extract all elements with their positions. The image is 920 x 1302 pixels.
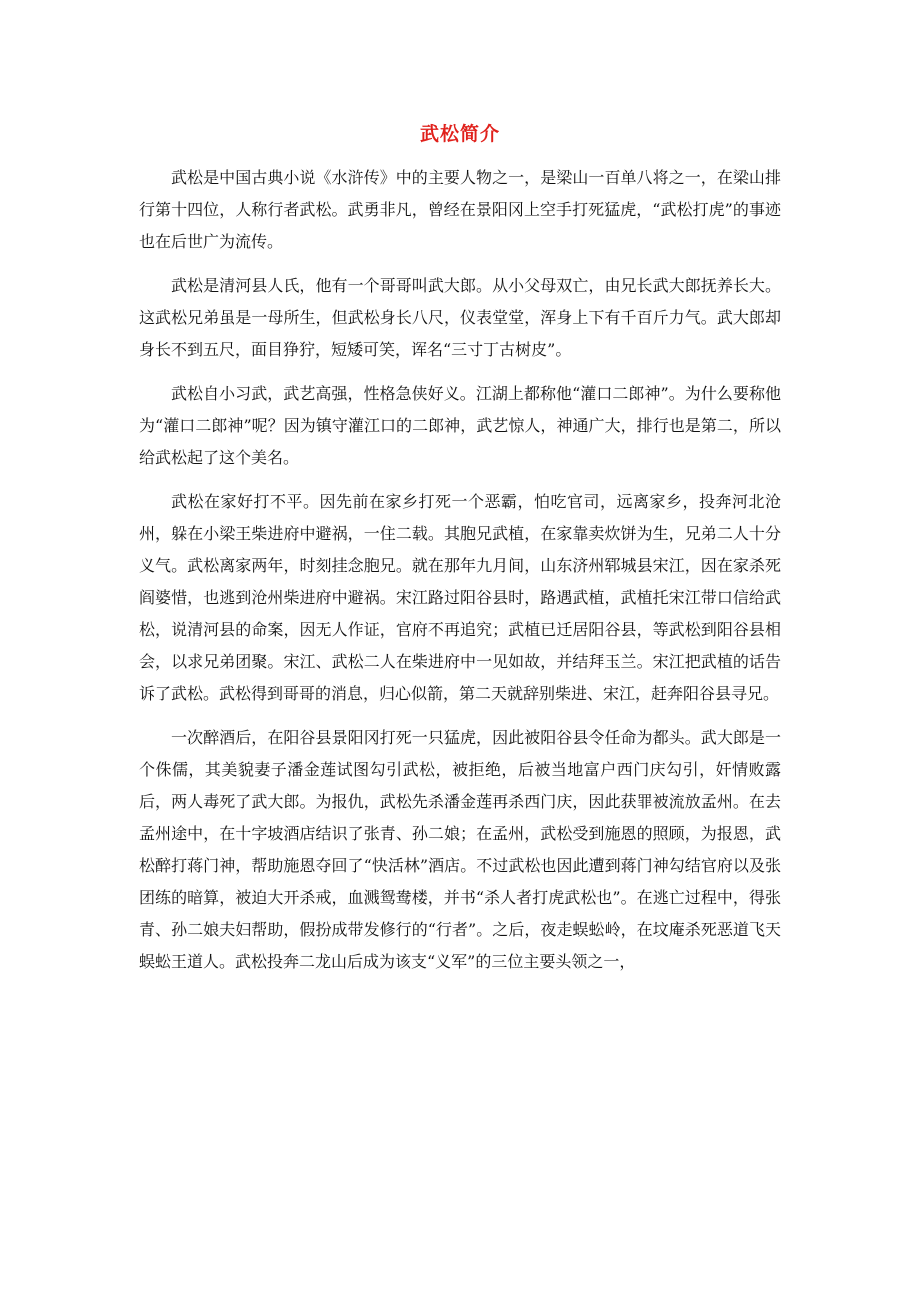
- paragraph-1: 武松是中国古典小说《水浒传》中的主要人物之一，是梁山一百单八将之一，在梁山排行第十四位，人称行者武松。武勇非凡，曾经在景阳冈上空手打死猛虎，“武松打虎”的事迹也在后世广为流传。: [139, 168, 781, 251]
- paragraph-3: 武松自小习武，武艺高强，性格急侠好义。江湖上都称他“灌口二郎神”。为什么要称他为“灌口二郎神”呢？因为镇守灌江口的二郎神，武艺惊人，神通广大，排行也是第二，所以给武松起了这个美名。: [139, 384, 781, 467]
- document-title: 武松简介: [419, 123, 500, 145]
- paragraph-5: 一次醉酒后，在阳谷县景阳冈打死一只猛虎，因此被阳谷县令任命为都头。武大郎是一个侏儒，其美貌妻子潘金莲试图勾引武松，被拒绝，后被当地富户西门庆勾引，奸情败露后，两人毒死了武大郎。为报仇，武松先杀潘金莲再杀西门庆，因此获罪被流放孟州。在去孟州途中，在十字坡酒店结识了张青、孙二娘；在孟州，武松受到施恩的照顾，为报恩，武松醉打蒋门神，帮助施恩夺回了“快活林”酒店。不过武松也因此遭到蒋门神勾结官府以及张团练的暗算，被迫大开杀戒，血溅鸳鸯楼，并书“杀人者打虎武松也”。在逃亡过程中，得张青、孙二娘夫妇帮助，假扮成带发修行的“行者”。之后，夜走蜈蚣岭，在坟庵杀死恶道飞天蜈蚣王道人。武松投奔二龙山后成为该支“义军”的三位主要头领之一，: [139, 728, 781, 971]
- paragraph-2: 武松是清河县人氏，他有一个哥哥叫武大郎。从小父母双亡，由兄长武大郎抚养长大。这武松兄弟虽是一母所生，但武松身长八尺，仪表堂堂，浑身上下有千百斤力气。武大郎却身长不到五尺，面目狰狞，短矮可笑，诨名“三寸丁古树皮”。: [139, 276, 781, 359]
- paragraph-4: 武松在家好打不平。因先前在家乡打死一个恶霸，怕吃官司，远离家乡，投奔河北沧州，躲在小梁王柴进府中避祸，一住二载。其胞兄武植，在家靠卖炊饼为生，兄弟二人十分义气。武松离家两年，时刻挂念胞兄。就在那年九月间，山东济州郓城县宋江，因在家杀死阎婆惜，也逃到沧州柴进府中避祸。宋江路过阳谷县时，路遇武植，武植托宋江带口信给武松，说清河县的命案，因无人作证，官府不再追究；武植已迁居阳谷县，等武松到阳谷县相会，以求兄弟团聚。宋江、武松二人在柴进府中一见如故，并结拜玉兰。宋江把武植的话告诉了武松。武松得到哥哥的消息，归心似箭，第二天就辞别柴进、宋江，赶奔阳谷县寻兄。: [139, 492, 781, 703]
- document-page: [139, 116, 781, 990]
